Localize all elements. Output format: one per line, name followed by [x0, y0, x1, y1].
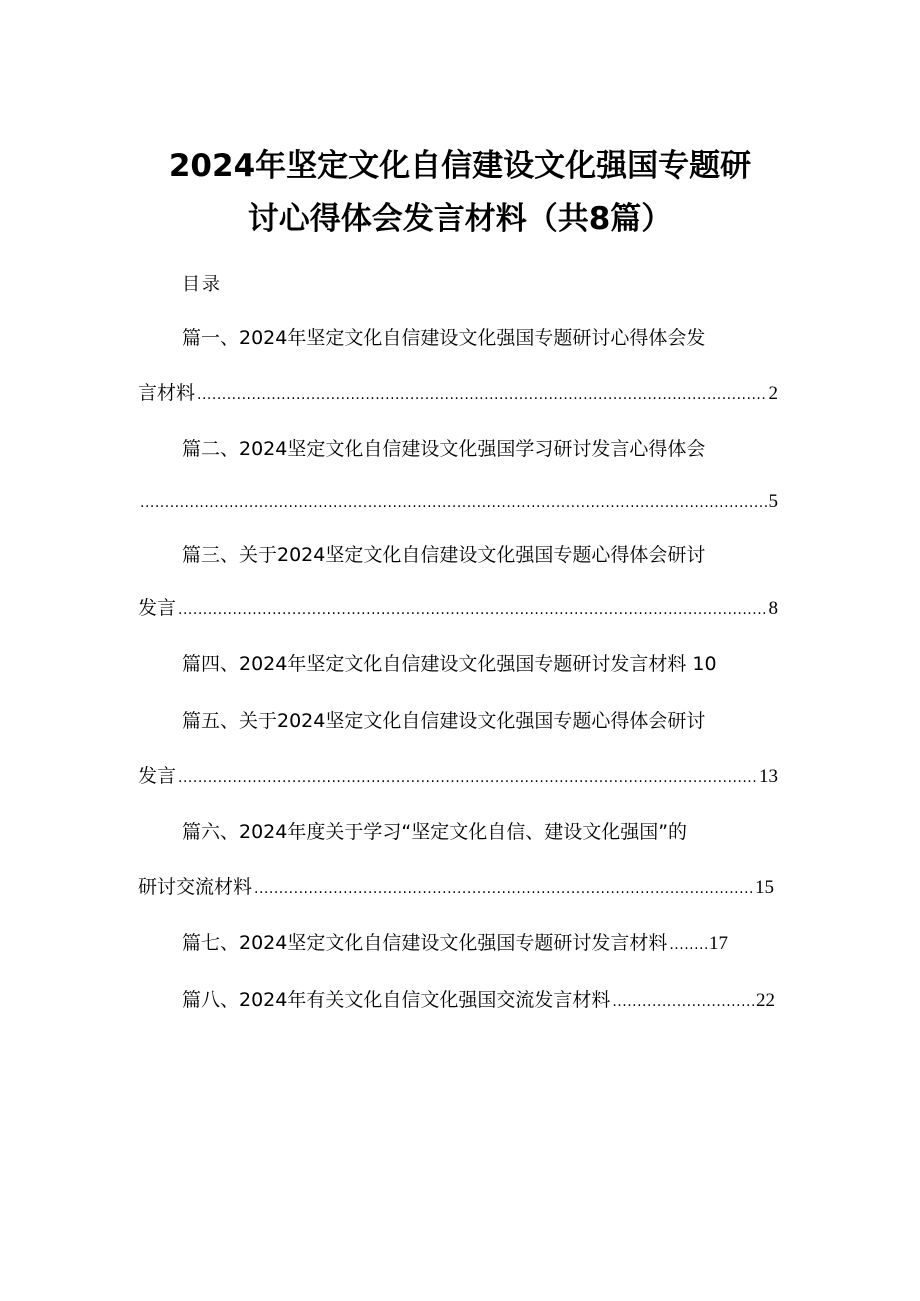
toc-entry-1-line-2[interactable]: [138, 381, 778, 407]
toc-entry-5-line-2[interactable]: [138, 764, 778, 790]
toc-entry-7[interactable]: [182, 931, 728, 957]
toc-entry-1-page: 2: [768, 383, 778, 404]
toc-entry-3-line-1[interactable]: 篇三、关于2024坚定文化自信建设文化强国专题心得体会研讨: [182, 544, 706, 566]
toc-entry-6-line-1[interactable]: 篇六、2024年度关于学习“坚定文化自信、建设文化强国”的: [182, 821, 688, 843]
toc-entry-1-line-1[interactable]: 篇一、2024年坚定文化自信建设文化强国专题研讨心得体会发: [182, 327, 706, 349]
toc-leader-dots: [254, 877, 753, 901]
toc-entry-6-line-2[interactable]: [138, 875, 774, 901]
toc-leader-dots: [669, 933, 707, 957]
toc-entry-2-line-2[interactable]: [138, 490, 778, 515]
toc-entry-5-line-1[interactable]: 篇五、关于2024坚定文化自信建设文化强国专题心得体会研讨: [182, 710, 706, 732]
toc-entry-4[interactable]: 篇四、2024年坚定文化自信建设文化强国专题研讨发言材料 10: [182, 653, 717, 675]
toc-leader-dots: [178, 766, 757, 790]
toc-entry-3-line-2[interactable]: [138, 596, 778, 622]
document-title-line-1: 2024年坚定文化自信建设文化强国专题研: [168, 148, 752, 184]
toc-entry-8-page: 22: [756, 990, 775, 1011]
toc-entry-3-lead: 发言: [138, 597, 177, 619]
toc-entry-1-lead: 言材料: [138, 382, 196, 404]
toc-entry-2-page: 5: [768, 491, 778, 512]
toc-leader-dots: [178, 598, 766, 622]
toc-heading: 目录: [182, 274, 222, 295]
toc-entry-7-lead: 篇七、2024坚定文化自信建设文化强国专题研讨发言材料: [182, 932, 668, 954]
toc-leader-dots: [612, 990, 754, 1014]
toc-entry-5-page: 13: [759, 766, 778, 787]
toc-entry-5-lead: 发言: [138, 765, 177, 787]
toc-leader-dots: [140, 491, 767, 515]
document-title-line-2: 讨心得体会发言材料（共8篇）: [247, 201, 673, 237]
toc-entry-8[interactable]: [182, 988, 775, 1014]
toc-leader-dots: [197, 383, 766, 407]
toc-entry-3-page: 8: [768, 598, 778, 619]
toc-entry-7-page: 17: [709, 933, 728, 954]
toc-entry-2-line-1[interactable]: 篇二、2024坚定文化自信建设文化强国学习研讨发言心得体会: [182, 438, 706, 460]
toc-entry-6-page: 15: [755, 877, 774, 898]
toc-entry-6-lead: 研讨交流材料: [138, 876, 253, 898]
toc-entry-8-lead: 篇八、2024年有关文化自信文化强国交流发言材料: [182, 989, 611, 1011]
